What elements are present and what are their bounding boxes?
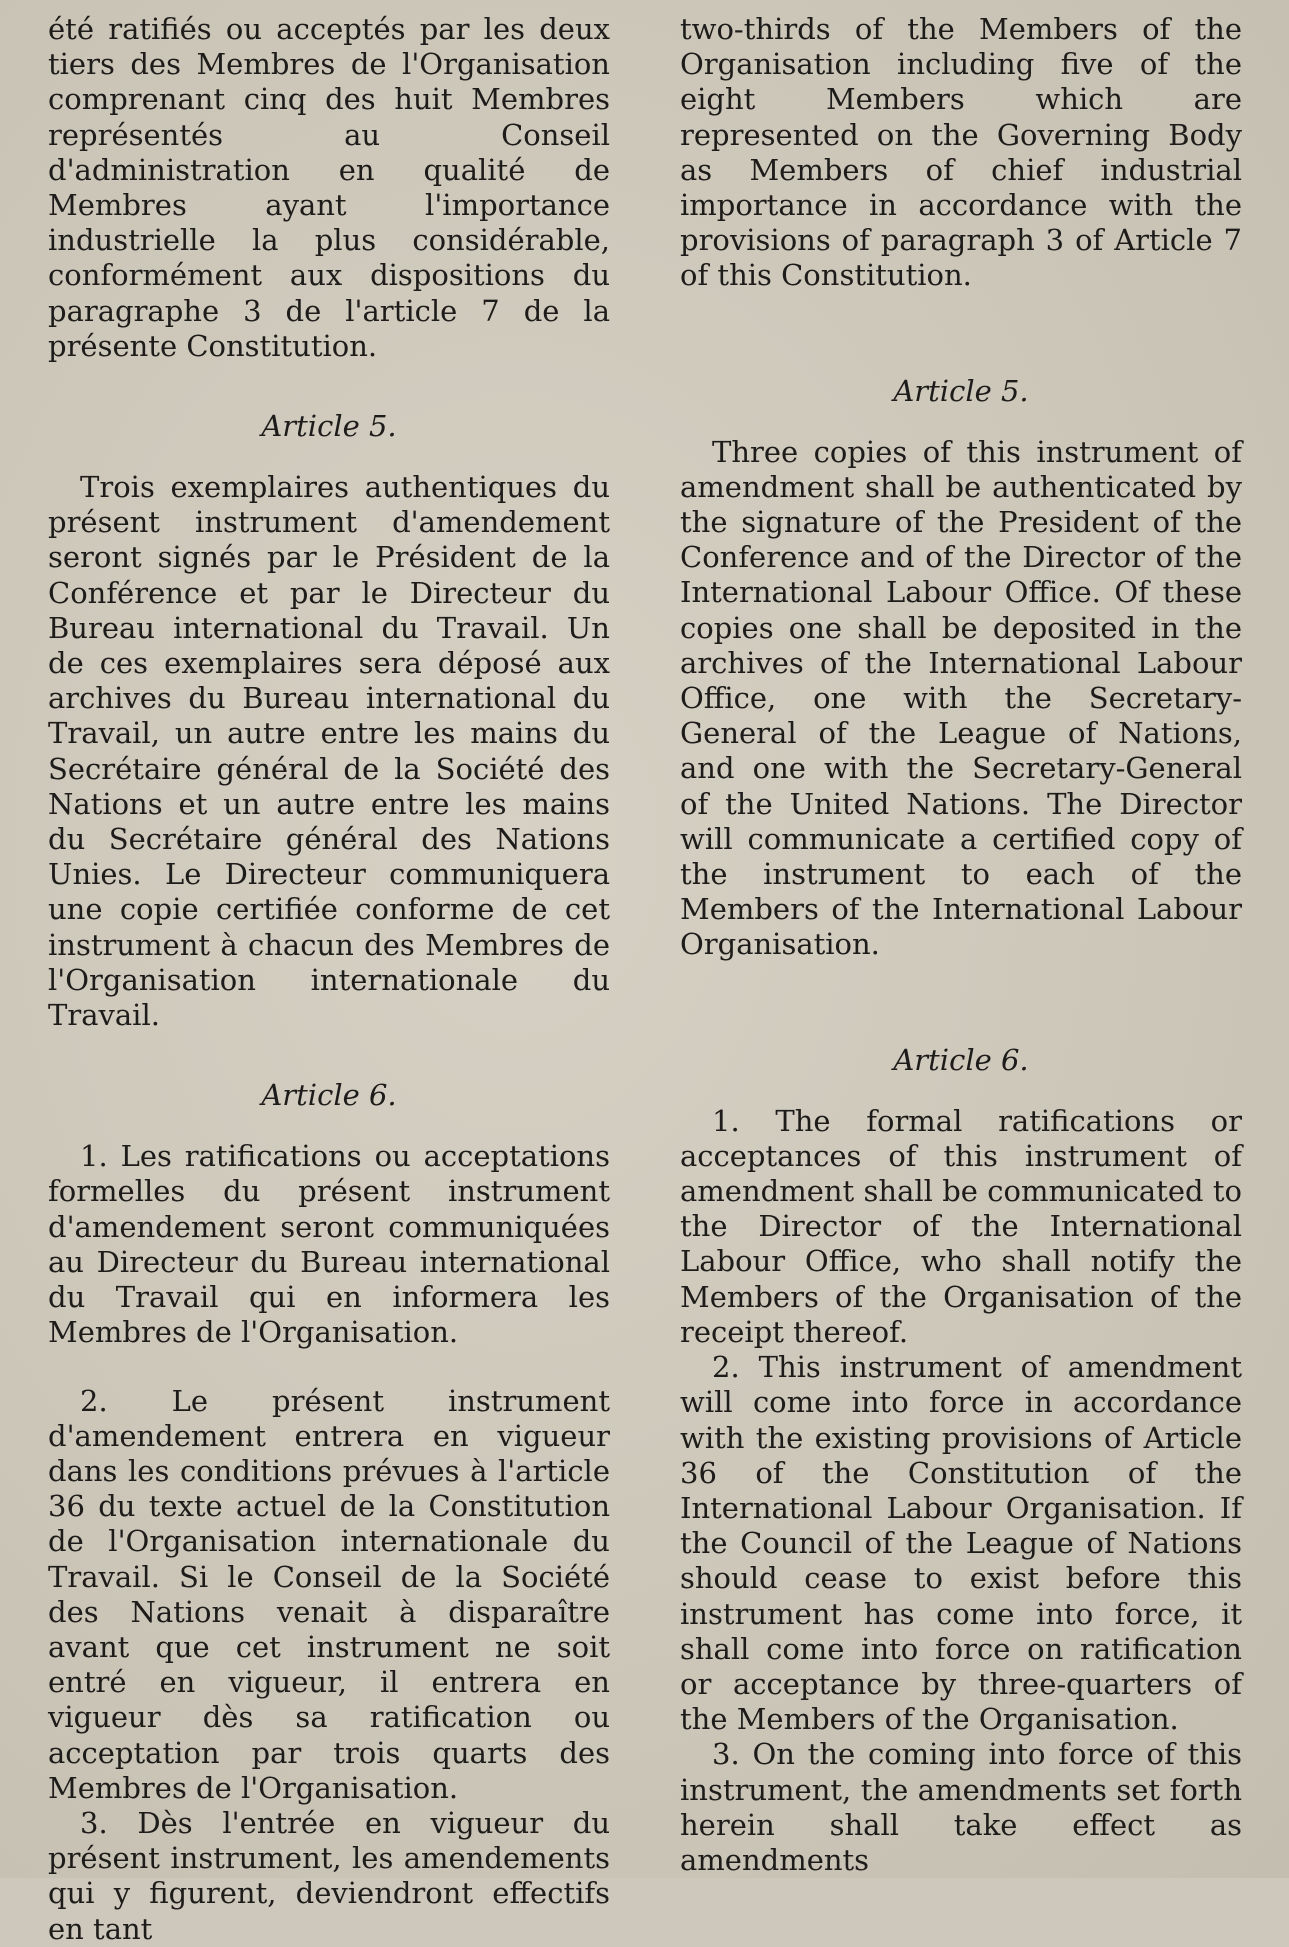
french-article-5-text: Trois exemplaires authentiques du présent instrument d'amendement seront signés par le Président de la Conférence et par le Directeur du Bureau international du Travail. Un de ces exemplaires sera déposé aux archives du Bureau international du Travail, un autre entre les mains du Secrétaire général de la Société des Nations et un autre entre les mains du Secrétaire général des Nations Unies. Le Directeur communiquera une copie certifiée conforme de cet instrument à chacun des Membres de l'Organisation internationale du Travail. bbox=[48, 470, 610, 1033]
french-column bbox=[48, 12, 610, 1947]
english-article-6-heading: Article 6. bbox=[893, 1042, 1029, 1077]
french-article-6-heading: Article 6. bbox=[261, 1078, 397, 1113]
french-article-6-para-1: 1. Les ratifications ou acceptations formelles du présent instrument d'amendement seront communiquées au Directeur du Bureau international du Travail qui en informera les Membres de l'Organisation. bbox=[48, 1139, 610, 1350]
english-intro-paragraph: two-thirds of the Members of the Organisation including five of the eight Members which are represented on the Governing Body as Members of chief industrial importance in accordance with the provisions of paragraph 3 of Article 7 of this Constitution. bbox=[680, 12, 1242, 293]
english-column bbox=[680, 12, 1242, 1878]
english-article-6-para-3: 3. On the coming into force of this instrument, the amendments set forth herein shall take effect as amendments bbox=[680, 1737, 1242, 1877]
french-intro-paragraph: été ratifiés ou acceptés par les deux tiers des Membres de l'Organisation comprenant cinq des huit Membres représentés au Conseil d'administration en qualité de Membres ayant l'importance industrielle la plus considérable, conformément aux dispositions du paragraphe 3 de l'article 7 de la présente Constitution. bbox=[48, 12, 610, 363]
french-article-6-para-2: 2. Le présent instrument d'amendement entrera en vigueur dans les conditions prévues à l'article 36 du texte actuel de la Constitution de l'Organisation internationale du Travail. Si le Conseil de la Société des Nations venait à disparaître avant que cet instrument ne soit entré en vigueur, il entrera en vigueur dès sa ratification ou acceptation par trois quarts des Membres de l'Organisation. bbox=[48, 1383, 610, 1805]
english-article-6-para-2: 2. This instrument of amendment will come into force in accordance with the existing provisions of Article 36 of the Constitution of the International Labour Organisation. If the Council of the League of Nations should cease to exist before this instrument has come into force, it shall come into force on ratification or acceptance by three-quarters of the Members of the Organisation. bbox=[680, 1350, 1242, 1737]
english-article-6-para-1: 1. The formal ratifications or acceptances of this instrument of amendment shall be communicated to the Director of the International Labour Office, who shall notify the Members of the Organisation of the receipt thereof. bbox=[680, 1103, 1242, 1349]
english-article-5-heading: Article 5. bbox=[893, 373, 1029, 408]
french-article-6-para-3: 3. Dès l'entrée en vigueur du présent instrument, les amendements qui y figurent, deviendront effectifs en tant bbox=[48, 1805, 610, 1946]
english-article-5-text: Three copies of this instrument of amendment shall be authenticated by the signature of the President of the Conference and of the Director of the International Labour Office. Of these copies one shall be deposited in the archives of the International Labour Office, one with the Secretary-General of the League of Nations, and one with the Secretary-General of the United Nations. The Director will communicate a certified copy of the instrument to each of the Members of the International Labour Organisation. bbox=[680, 434, 1242, 962]
french-article-5-heading: Article 5. bbox=[261, 409, 397, 444]
